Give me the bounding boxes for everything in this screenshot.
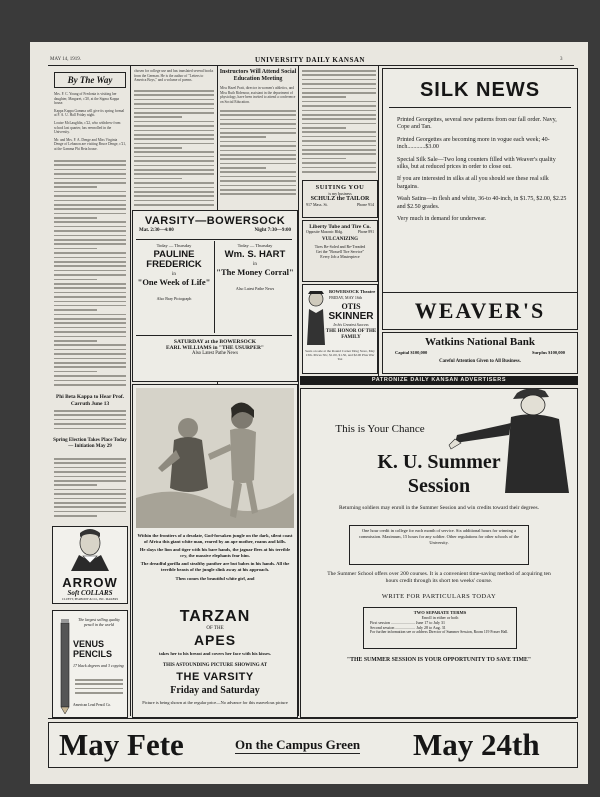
hart-name: Wm. S. HART xyxy=(224,249,286,260)
text-block xyxy=(302,70,376,178)
text-line xyxy=(54,309,97,311)
text-line xyxy=(302,92,376,94)
tires-line1: Tires Re-Soled and Re-Treaded xyxy=(314,244,366,249)
returning-soldiers: Returning soldiers may enroll in the Summer Session and win credits toward their degrees. xyxy=(338,505,540,511)
text-line xyxy=(54,410,126,412)
text-line xyxy=(134,121,214,123)
text-line xyxy=(54,182,126,184)
text-line xyxy=(54,336,126,338)
text-line xyxy=(302,105,376,107)
bowersock-theatre: BOWERSOCK Theatre xyxy=(329,289,376,294)
text-line xyxy=(134,90,214,92)
news-item: Louise McLaughlin, c'22, who withdrew from school last quarter, has reenrolled in the University. xyxy=(54,120,121,135)
column-rule xyxy=(298,66,299,716)
text-block xyxy=(54,160,126,390)
text-line xyxy=(54,331,126,333)
pauline-also: Also Bray Pictograph xyxy=(156,295,192,301)
skinner-seats: Seats on sale at the Round Corner Drug Store, May 13th. Prices 50c, $1.00, $1.50, and $2.00 Plus War Tax xyxy=(305,349,375,362)
liberty-tire-ad xyxy=(302,220,378,282)
venus-degrees: 17 black degrees and 3 copying xyxy=(73,663,124,668)
text-line xyxy=(302,158,346,160)
text-line xyxy=(220,163,296,165)
issue-date: MAY 14, 1919. xyxy=(50,57,82,62)
campus-green: On the Campus Green xyxy=(235,737,361,752)
georgettes-price: Printed Georgettes are becoming more in vogue each week; 40-inch............$3.00 xyxy=(397,136,550,151)
text-block xyxy=(75,679,123,699)
summer-session-ad xyxy=(300,388,578,718)
skinner-success: In his Greatest Success xyxy=(333,323,369,327)
text-block xyxy=(134,90,214,210)
text-line xyxy=(54,362,126,364)
text-line xyxy=(220,145,296,147)
arrow-brand: ARROW xyxy=(62,575,118,590)
rule xyxy=(389,107,571,108)
text-line xyxy=(54,375,126,377)
tailor-name: SCHULZ the TAILOR xyxy=(310,196,370,202)
text-line xyxy=(54,292,126,294)
bank-surplus: Surplus $100,000 xyxy=(531,350,565,355)
text-line xyxy=(54,239,126,241)
text-line xyxy=(54,340,97,342)
arrow-maker: CLUETT, PEABODY & CO., INC. MAKERS xyxy=(61,597,119,601)
tarzan-p2: He slays the lion and tiger with his bare hands, the jaguar flees at his terrible cry, the massive elephants fear him. xyxy=(139,547,291,558)
summer-offers: The Summer School offers over 200 courses. It is a convenient time-saving method of acquiring ten hours credit through its short ten weeks' course. xyxy=(327,571,551,584)
text-line xyxy=(54,270,126,272)
text-line xyxy=(220,180,296,182)
text-line xyxy=(54,274,126,276)
text-line xyxy=(54,322,126,324)
further-info: For further information see or address Director of Summer Session, Room 119 Fraser Hall. xyxy=(370,630,509,634)
text-line xyxy=(302,110,376,112)
liberty-address: Opposite Masonic Bldg. xyxy=(306,230,344,234)
text-line xyxy=(54,318,126,320)
tires-line3: Every Job a Masterpiece xyxy=(320,254,360,259)
friday-saturday: Friday and Saturday xyxy=(170,685,260,696)
text-line xyxy=(302,88,376,90)
text-line xyxy=(54,226,126,228)
text-line xyxy=(302,79,376,81)
text-line xyxy=(134,165,214,167)
text-line xyxy=(54,423,126,425)
text-line xyxy=(134,195,214,197)
text-line xyxy=(134,151,214,153)
regular-price: Picture is being shown at the regular price—No advance for this marvelous picture xyxy=(142,700,288,705)
weavers-banner: WEAVER'S xyxy=(382,292,578,330)
watkins-bank-ad xyxy=(382,332,578,374)
text-line xyxy=(220,185,296,187)
phi-beta-heading: Phi Beta Kappa to Hear Prof. Carruth June 13 xyxy=(55,394,125,407)
news-item: Mrs. F. C. Young of Fredonia is visiting her daughter, Margaret, c'20, at the Sigma Kappa house. xyxy=(54,92,120,106)
liberty-heading: Liberty Tube and Tire Co. xyxy=(309,224,371,230)
credit-box: One hour credit in college for each month of service. Six additional hours for winning a commission. Maximum, 15 hours for any soldier. Other regulations for other schools of the University. xyxy=(349,525,529,565)
text-line xyxy=(302,127,346,129)
tailor-phone: Phone 914 xyxy=(357,202,374,207)
astounding-showing: THIS ASTOUNDING PICTURE SHOWING AT xyxy=(162,663,268,668)
write-particulars: WRITE FOR PARTICULARS TODAY xyxy=(381,593,497,600)
text-line xyxy=(54,191,126,193)
text-line xyxy=(54,476,126,478)
text-line xyxy=(220,189,296,191)
text-line xyxy=(134,108,214,110)
text-line xyxy=(54,428,126,430)
text-line xyxy=(54,511,126,513)
text-line xyxy=(134,94,214,96)
text-line xyxy=(54,243,126,245)
tarzan-girl: Then comes the beautiful white girl, and xyxy=(175,575,255,581)
text-line xyxy=(220,176,296,178)
bank-careful: Careful Attention Given to All Business. xyxy=(439,359,521,364)
tarzan-apes: APES xyxy=(193,632,237,648)
text-line xyxy=(220,123,296,125)
text-line xyxy=(75,683,123,685)
instructors-paragraph: Miss Hazel Pratt, director in women's athletics, and Miss Ruth Ridenour, assistant in the department of physiology, have been invited to attend a conference on Social Education. xyxy=(220,86,296,104)
divider xyxy=(214,241,215,333)
news-item: Mr. and Mrs. F. A. Denge and Miss Virginia Denge of Lebanon are visiting Bruce Denge, c'21, at the Gamma Phi Beta house. xyxy=(54,137,126,151)
tarzan-intro: Within the frontiers of a desolate, God-forsaken jungle on the dark, silent coast of Africa this giant white man, reared by an ape mother, roams and kills. xyxy=(137,533,293,544)
hart-film: "The Money Corral" xyxy=(216,267,294,277)
hart-also: Also Latest Pathe News xyxy=(235,285,275,291)
if-interested: If you are interested in silks at all you should see these real silk bargains. xyxy=(397,176,549,190)
text-line xyxy=(134,112,214,114)
text-line xyxy=(220,158,296,160)
text-line xyxy=(302,167,376,169)
text-line xyxy=(302,140,376,142)
text-line xyxy=(220,193,296,195)
text-line xyxy=(54,204,126,206)
text-line xyxy=(134,138,214,140)
very-much-demand: Very much in demand for underwear. xyxy=(397,216,487,223)
bowersock-date: FRIDAY, MAY 16th xyxy=(329,295,362,300)
text-line xyxy=(54,358,126,360)
text-line xyxy=(54,200,126,202)
schulz-tailor-ad xyxy=(302,180,378,218)
text-line xyxy=(220,128,296,130)
text-line xyxy=(302,101,376,103)
bank-capital: Capital $100,000 xyxy=(395,350,428,355)
saturday-label: SATURDAY at the BOWERSOCK xyxy=(173,339,257,345)
bowersock-skinner-ad xyxy=(302,284,378,374)
tarzan-ad xyxy=(132,384,298,718)
text-line xyxy=(54,305,126,307)
text-line xyxy=(54,217,97,219)
venus-company: American Lead Pencil Co. xyxy=(73,703,112,707)
text-line xyxy=(220,167,266,169)
text-line xyxy=(54,221,126,223)
may-fete-banner xyxy=(48,722,578,768)
text-line xyxy=(54,279,97,281)
text-line xyxy=(302,136,376,138)
special-silk-sale: Special Silk Sale—Two long counters filled with Weaver's quality silks, but at reduced prices in order to close out. xyxy=(397,156,556,171)
text-line xyxy=(54,169,126,171)
tarzan-of-the: OF THE xyxy=(206,626,224,631)
hart-ad xyxy=(216,243,294,291)
venus-pencil-ad xyxy=(52,610,128,718)
text-line xyxy=(134,116,182,118)
arrow-collar-ad xyxy=(52,526,128,604)
text-line xyxy=(134,103,214,105)
today-label: Today — Thursday xyxy=(237,243,273,248)
instructors-heading: Instructors Will Attend Social Education Meeting xyxy=(219,69,297,82)
text-line xyxy=(54,314,126,316)
text-line xyxy=(220,110,296,112)
text-line xyxy=(54,195,126,197)
text-line xyxy=(54,173,126,175)
text-line xyxy=(54,252,126,254)
georgettes-text: Printed Georgettes, several new patterns from our fall order. Navy, Cope and Tan. xyxy=(397,117,557,131)
session: Session xyxy=(407,475,471,497)
earl-williams: EARL WILLIAMS in "THE USURPER" xyxy=(165,345,264,351)
text-line xyxy=(54,296,126,298)
text-line xyxy=(54,344,126,346)
by-the-way-heading: By The Way xyxy=(54,72,126,88)
text-line xyxy=(75,679,123,681)
text-block xyxy=(220,110,296,202)
text-line xyxy=(220,119,296,121)
text-line xyxy=(134,182,214,184)
text-line xyxy=(134,160,214,162)
text-line xyxy=(54,480,126,482)
may-fete-title: May Fete xyxy=(59,727,184,762)
text-line xyxy=(134,187,214,189)
text-line xyxy=(54,287,126,289)
terms-box xyxy=(363,607,517,649)
text-line xyxy=(134,173,214,175)
venus-tagline: The largest selling quality pencil in the world xyxy=(78,617,120,627)
varsity-heading: VARSITY—BOWERSOCK xyxy=(144,215,286,227)
pauline-ad xyxy=(135,243,213,301)
pauline-film: "One Week of Life" xyxy=(137,277,211,287)
pencil-illustration xyxy=(56,615,74,715)
text-line xyxy=(134,156,214,158)
skinner-label: SKINNER xyxy=(328,311,374,322)
collar-man-illustration xyxy=(53,527,127,571)
wash-satins: Wash Satins—in flesh and white, 36-to 40-inch, in $1.75, $2.00, $2.25 and $2.50 grades. xyxy=(397,196,567,210)
text-line xyxy=(220,150,296,152)
your-chance: This is Your Chance xyxy=(335,423,425,435)
text-line xyxy=(54,208,126,210)
text-line xyxy=(134,130,214,132)
text-line xyxy=(54,414,126,416)
in-label: in xyxy=(172,272,176,277)
text-line xyxy=(134,134,214,136)
text-line xyxy=(134,99,214,101)
honor-of-family: THE HONOR OF THE FAMILY xyxy=(325,329,377,340)
summer-opportunity: "THE SUMMER SESSION IS YOUR OPPORTUNITY TO SAVE TIME" xyxy=(346,657,532,663)
rule xyxy=(136,239,292,240)
text-line xyxy=(134,191,214,193)
text-line xyxy=(220,136,266,138)
column-rule xyxy=(378,66,379,376)
night-time: Night 7:30—9:00 xyxy=(254,228,291,233)
text-line xyxy=(54,498,126,500)
text-line xyxy=(54,213,126,215)
ku-summer: K. U. Summer xyxy=(377,451,501,473)
matinee-time: Mat. 2:30—4:00 xyxy=(139,228,174,233)
col2-paragraph: chosen for college use and has translated several books from the German. He is the author of "Letters to America Boys," and a volume of poems. xyxy=(134,69,214,83)
text-line xyxy=(75,692,123,694)
venus-brand: VENUS PENCILS xyxy=(73,639,113,659)
text-line xyxy=(220,141,296,143)
text-line xyxy=(134,143,214,145)
liberty-phone: Phone 891 xyxy=(357,230,374,234)
text-line xyxy=(54,467,126,469)
text-line xyxy=(134,200,214,202)
may-fete-date: May 24th xyxy=(413,727,540,762)
text-line xyxy=(54,301,126,303)
text-line xyxy=(54,462,126,464)
column-rule xyxy=(130,66,131,716)
text-line xyxy=(302,162,376,164)
tarzan-title: TARZAN xyxy=(179,608,251,625)
rule xyxy=(48,718,576,719)
text-line xyxy=(54,164,126,166)
text-line xyxy=(302,131,376,133)
text-line xyxy=(134,147,182,149)
text-line xyxy=(54,419,126,421)
vulcanizing-label: VULCANIZING xyxy=(321,237,359,242)
two-terms: TWO SEPARATE TERMS xyxy=(413,610,467,615)
text-line xyxy=(54,261,126,263)
text-line xyxy=(54,484,97,486)
varsity-bowersock-ad xyxy=(132,210,298,382)
text-line xyxy=(302,171,376,173)
text-line xyxy=(54,384,126,386)
election-heading: Spring Election Takes Place Today — Initiation May 29 xyxy=(53,438,127,449)
text-line xyxy=(220,154,296,156)
text-line xyxy=(302,118,376,120)
suiting-heading: SUITING YOU xyxy=(315,184,365,191)
text-line xyxy=(54,506,126,508)
text-line xyxy=(54,257,126,259)
text-block xyxy=(54,458,126,520)
text-line xyxy=(54,327,126,329)
text-line xyxy=(302,114,376,116)
first-session: First session ........................ June 17 to July 31 xyxy=(370,620,446,625)
text-line xyxy=(54,186,97,188)
text-line xyxy=(302,145,376,147)
text-line xyxy=(54,283,126,285)
tarzan-p4: takes her to his breast and covers her face with his kisses. xyxy=(158,651,272,656)
newspaper-page xyxy=(30,42,588,784)
the-varsity: THE VARSITY xyxy=(176,671,254,683)
text-line xyxy=(54,265,126,267)
text-line xyxy=(302,74,376,76)
enroll-either: Enroll in either or both xyxy=(421,615,459,620)
text-line xyxy=(54,178,126,180)
tarzan-text xyxy=(137,533,293,581)
text-line xyxy=(54,160,126,162)
text-line xyxy=(54,458,126,460)
tires-line2: Get the "Bossell Tire Service" xyxy=(315,249,365,254)
text-line xyxy=(54,489,126,491)
col1-paragraph xyxy=(54,92,126,152)
text-line xyxy=(302,153,376,155)
text-line xyxy=(54,353,126,355)
patronize-banner: PATRONIZE DAILY KANSAN ADVERTISERS xyxy=(300,376,578,385)
text-line xyxy=(302,149,376,151)
news-item: Kappa Kappa Gamma will give its spring formal at F. A. U. Hall Friday night. xyxy=(54,108,125,118)
text-line xyxy=(302,70,376,72)
text-line xyxy=(54,366,126,368)
text-line xyxy=(302,96,346,98)
text-line xyxy=(54,235,126,237)
second-session: Second session .................... July 28 to Aug. 31 xyxy=(370,625,446,630)
page-number: 3 xyxy=(560,57,563,62)
text-line xyxy=(302,83,376,85)
text-line xyxy=(134,169,214,171)
silk-news-body xyxy=(397,117,567,223)
tarzan-p3: The dreadful gorilla and stealthy panther are but babes in his hands. All the terrible beasts of the jungle slink away at his approach. xyxy=(140,561,290,572)
rule xyxy=(136,335,292,336)
text-line xyxy=(54,380,126,382)
today-label: Today — Thursday xyxy=(156,243,192,248)
text-line xyxy=(54,502,126,504)
masthead-rule xyxy=(48,65,574,66)
arrow-product: Soft COLLARS xyxy=(67,589,113,597)
tailor-address: 917 Mass. St. xyxy=(306,202,328,207)
text-line xyxy=(54,493,126,495)
text-line xyxy=(54,230,126,232)
text-line xyxy=(54,471,126,473)
otis-label: OTIS xyxy=(341,302,361,311)
text-line xyxy=(54,371,97,373)
text-line xyxy=(134,204,214,206)
text-line xyxy=(54,349,126,351)
text-line xyxy=(134,178,182,180)
text-block xyxy=(54,410,126,434)
text-line xyxy=(220,171,296,173)
silk-news-ad xyxy=(382,68,578,298)
text-line xyxy=(220,132,296,134)
saturday-ad xyxy=(135,339,295,356)
text-line xyxy=(54,515,97,517)
silk-news-heading: SILK NEWS xyxy=(419,79,541,101)
bank-name: Watkins National Bank xyxy=(424,336,536,348)
earl-also: Also Latest Pathe News xyxy=(192,351,238,356)
text-line xyxy=(54,248,97,250)
text-line xyxy=(134,125,214,127)
masthead-title: UNIVERSITY DAILY KANSAN xyxy=(255,56,365,64)
suiting-sub: is my business xyxy=(328,191,352,196)
pauline-name: PAULINE FREDERICK xyxy=(146,249,202,270)
tarzan-photo xyxy=(136,388,294,528)
text-line xyxy=(302,123,376,125)
text-line xyxy=(220,114,296,116)
in-label: in xyxy=(253,262,257,267)
text-line xyxy=(75,688,123,690)
